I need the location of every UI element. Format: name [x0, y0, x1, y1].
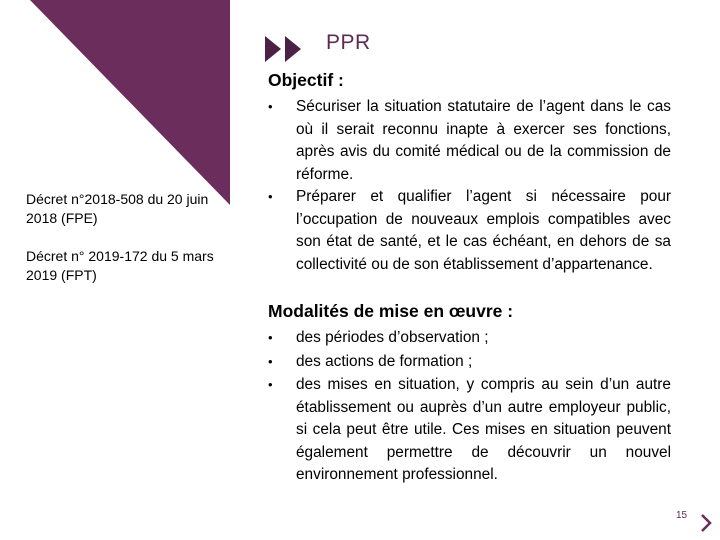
bullet-icon: • — [268, 189, 273, 204]
list-item — [266, 374, 671, 487]
double-chevron-icon — [265, 36, 307, 62]
modalites-item-text: des actions de formation ; — [296, 352, 473, 370]
modalites-item-text: des mises en situation, y compris au sein d’un autre établissement ou auprès d’un autre employeur public, si cela peut être utile. Ces mises en situation peuvent également permettre de découvrir un nouvel environnement professionnel. — [296, 376, 671, 483]
list-item — [266, 327, 671, 350]
page-number: 15 — [676, 510, 688, 521]
objectif-item-text: Sécuriser la situation statutaire de l’agent dans le cas où il serait reconnu inapte à exercer ses fonctions, après avis du comité médical ou de la commission de réforme. — [296, 98, 671, 183]
list-item — [266, 96, 671, 186]
decorative-triangle — [0, 0, 230, 210]
decree-fpt: Décret n° 2019-172 du 5 mars 2019 (FPT) — [26, 248, 214, 283]
slide-title: PPR — [326, 31, 371, 54]
modalites-item-text: des périodes d’observation ; — [296, 329, 489, 346]
list-item — [266, 351, 671, 374]
corner-arrow-icon — [699, 512, 713, 534]
decree-fpe: Décret n°2018-508 du 20 juin 2018 (FPE) — [26, 191, 209, 226]
objectif-list — [266, 96, 671, 276]
objectif-item-text: Préparer et qualifier l’agent si nécessaire pour l’occupation de nouveaux emplois compatibles avec son état de santé, et le cas échéant, en dehors de sa collectivité ou de son établissement d’appartenance. — [296, 188, 671, 273]
objectif-heading: Objectif : — [268, 70, 344, 90]
modalites-list — [266, 327, 671, 488]
bullet-icon: • — [268, 353, 273, 369]
bullet-icon: • — [268, 377, 273, 392]
modalites-heading: Modalités de mise en œuvre : — [268, 301, 514, 321]
decree-references — [26, 190, 236, 304]
bullet-icon: • — [268, 99, 273, 114]
list-item — [266, 186, 671, 276]
bullet-icon: • — [268, 330, 273, 345]
